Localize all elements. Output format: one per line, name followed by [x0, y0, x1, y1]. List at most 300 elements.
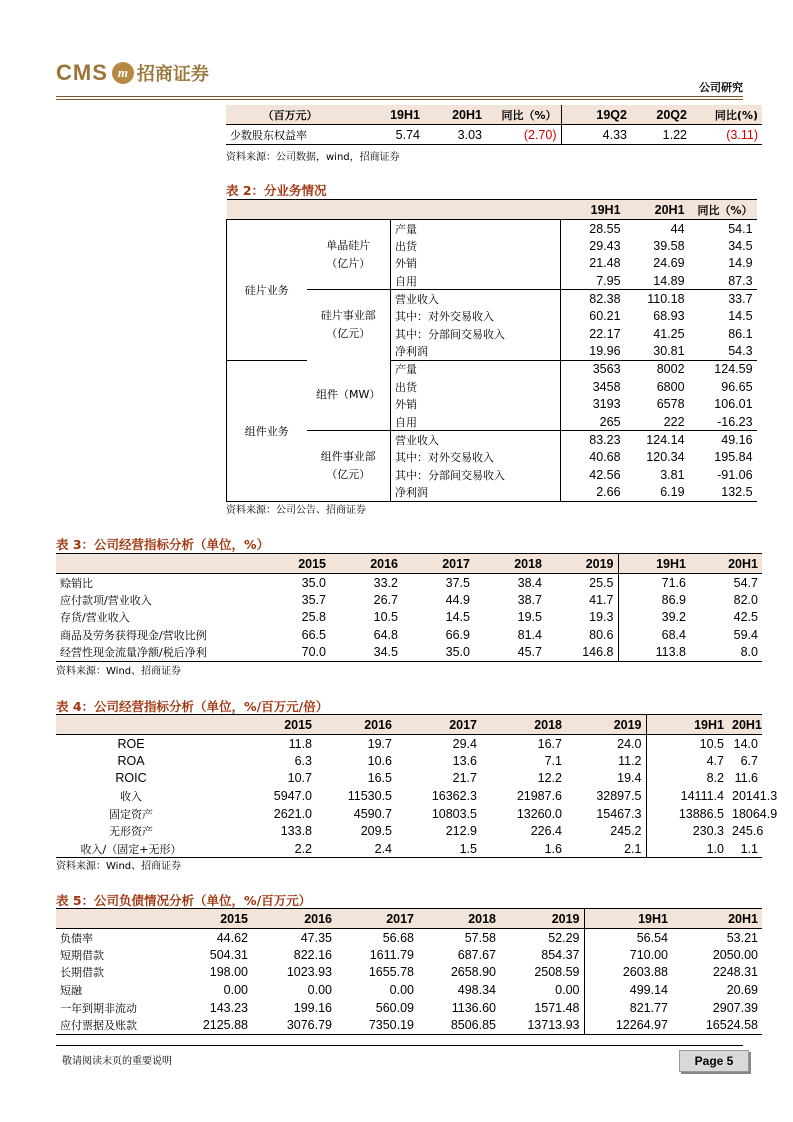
table-cell: 2125.88 — [202, 1018, 248, 1033]
table-cell: 16.7 — [537, 736, 562, 751]
table-cell: 2.2 — [294, 841, 312, 856]
table-cell: 8506.85 — [450, 1018, 496, 1033]
table-row — [56, 787, 762, 805]
table-cell: 45.7 — [517, 645, 542, 660]
table-cell: 1136.60 — [451, 1000, 496, 1015]
table-cell: 10.5 — [646, 735, 728, 753]
table-cell: 29.4 — [452, 736, 477, 751]
table-cell: 1.0 — [646, 840, 728, 858]
table-cell: 26.7 — [373, 592, 398, 607]
table-2-header — [227, 200, 757, 220]
table-cell: 106.01 — [714, 397, 753, 412]
table-cell: 3.81 — [660, 467, 685, 482]
t1-head: 同比（%） — [486, 105, 561, 125]
t1-cell: (3.11) — [726, 127, 758, 142]
table-cell: 68.93 — [653, 309, 685, 324]
t3-head: 2016 — [330, 554, 402, 574]
row-label: 赊销比 — [60, 576, 93, 590]
table-cell: 35.0 — [301, 575, 326, 590]
row-label: 负债率 — [60, 931, 93, 945]
table-cell: 66.5 — [301, 628, 326, 643]
table-row — [56, 644, 762, 662]
table-cell: 199.16 — [293, 1000, 332, 1015]
table-cell: 38.4 — [517, 575, 542, 590]
table-cell: 52.29 — [548, 930, 580, 945]
row-label: ROIC — [115, 771, 147, 786]
item-label: 其中：对外交易收入 — [391, 307, 561, 325]
t3-source: 资料来源：Wind、招商证券 — [56, 666, 182, 677]
table-cell: 87.3 — [728, 273, 753, 288]
t5-head: 2015 — [168, 909, 252, 929]
table-cell: 14.89 — [653, 273, 685, 288]
t1-cell: (2.70) — [523, 127, 557, 142]
table-cell: 44.62 — [216, 930, 248, 945]
table-cell: 209.5 — [360, 824, 392, 839]
table-cell: 15467.3 — [596, 806, 642, 821]
table-cell: 143.23 — [209, 1000, 248, 1015]
table-cell: 42.5 — [733, 610, 758, 625]
table-cell: 113.8 — [618, 644, 690, 662]
table-cell: 230.3 — [646, 822, 728, 840]
table-cell: 2907.39 — [712, 1000, 758, 1015]
t4-source: 资料来源：Wind、招商证券 — [56, 861, 182, 872]
table-row — [56, 574, 762, 592]
item-label: 其中：分部间交易收入 — [391, 466, 561, 484]
table-row — [227, 360, 757, 378]
table-cell: 11.6 — [734, 771, 758, 786]
row-label: 收入 — [120, 790, 142, 804]
group-label-line: 组件（MW） — [316, 388, 381, 402]
table-row — [227, 431, 757, 449]
row-label: 应付款项/营业收入 — [60, 593, 152, 607]
t5-head: 19H1 — [584, 909, 672, 929]
table-cell: 37.5 — [445, 575, 470, 590]
t1-head: 20H1 — [424, 105, 486, 125]
table-cell: 38.7 — [517, 592, 542, 607]
group-label-line: （亿片） — [326, 256, 371, 270]
table-5 — [56, 908, 762, 1035]
t1-label: 少数股东权益率 — [230, 128, 307, 142]
table-cell: 80.6 — [589, 628, 614, 643]
table-4 — [56, 714, 778, 858]
table-cell: 133.8 — [280, 824, 312, 839]
table-cell: 499.14 — [584, 981, 672, 999]
item-label: 净利润 — [391, 483, 561, 501]
table-cell: 710.00 — [584, 946, 672, 964]
table-cell: 28.55 — [561, 220, 625, 238]
t3-head: 2017 — [402, 554, 474, 574]
item-label: 产量 — [391, 220, 561, 238]
table-cell: 86.1 — [728, 326, 753, 341]
table-cell: 3076.79 — [286, 1018, 332, 1033]
table-cell: 245.6 — [732, 824, 764, 839]
table-cell: 19.96 — [561, 343, 625, 361]
t2-title: 表 2：分业务情况 — [226, 183, 327, 198]
segment-label: 组件业务 — [227, 360, 307, 501]
table-cell: 6.19 — [660, 484, 685, 499]
table-cell: 8.2 — [646, 770, 728, 788]
table-cell: 82.0 — [733, 592, 758, 607]
table-cell: 2621.0 — [273, 806, 312, 821]
table-cell: 39.2 — [618, 609, 690, 627]
table-cell: 13260.0 — [516, 806, 562, 821]
item-label: 出货 — [391, 237, 561, 255]
table-1-header — [226, 105, 762, 125]
t3-title: 表 3：公司经营指标分析（单位，%） — [56, 537, 270, 552]
item-label: 外销 — [391, 395, 561, 413]
table-cell: 124.14 — [625, 431, 689, 449]
table-cell: 29.43 — [561, 237, 625, 255]
table-cell: 1.5 — [459, 841, 477, 856]
t4-head: 2019 — [566, 715, 646, 735]
table-cell: 14.5 — [445, 610, 470, 625]
group-label-line: （亿元） — [326, 327, 371, 341]
table-cell: 66.9 — [445, 628, 470, 643]
t4-head: 2015 — [206, 715, 316, 735]
table-cell: -16.23 — [717, 414, 753, 429]
table-cell: 4590.7 — [353, 806, 392, 821]
group-label — [307, 360, 391, 430]
item-label: 自用 — [391, 272, 561, 290]
t1-head: 同比(%) — [691, 105, 762, 125]
table-cell: 7350.19 — [368, 1018, 414, 1033]
table-cell: 35.7 — [301, 592, 326, 607]
table-cell: 8.0 — [740, 645, 758, 660]
row-label: 短融 — [60, 984, 82, 998]
row-label: 收入/（固定+无形） — [80, 842, 182, 856]
table-cell: 6578 — [656, 397, 685, 412]
table-cell: 222 — [663, 414, 685, 429]
t5-head: 2017 — [336, 909, 418, 929]
row-label: 经营性现金流量净额/税后净利 — [60, 646, 207, 660]
table-cell: 11530.5 — [347, 789, 392, 804]
company-logo — [56, 60, 209, 86]
table-cell: 19.3 — [589, 610, 614, 625]
table-cell: 226.4 — [530, 824, 562, 839]
table-cell: 6.7 — [740, 753, 758, 768]
logo-badge: m — [112, 62, 134, 84]
table-cell: 40.68 — [561, 448, 625, 466]
page-number: Page 5 — [679, 1050, 749, 1072]
table-cell: 35.0 — [445, 645, 470, 660]
table-cell: 53.21 — [726, 930, 758, 945]
table-cell: 0.00 — [555, 983, 580, 998]
logo-latin: CMS — [56, 60, 108, 85]
table-cell: 34.5 — [728, 238, 753, 253]
table-row — [56, 981, 762, 999]
table-cell: 19.5 — [517, 610, 542, 625]
t5-title: 表 5：公司负债情况分析（单位，%/百万元） — [56, 893, 312, 908]
table-cell: 14111.4 — [646, 787, 728, 805]
row-label: 长期借款 — [60, 966, 104, 980]
table-cell: 12264.97 — [584, 1016, 672, 1034]
table-cell: 2508.59 — [534, 965, 580, 980]
group-label — [307, 220, 391, 290]
group-label-line: 单晶硅片 — [326, 238, 371, 252]
table-cell: 1.1 — [740, 841, 758, 856]
table-cell: 70.0 — [301, 645, 326, 660]
table-cell: 120.34 — [646, 450, 685, 465]
t1-head: （百万元） — [226, 105, 354, 125]
table-cell: 14.0 — [733, 736, 758, 751]
table-cell: 146.8 — [582, 645, 614, 660]
table-cell: 13886.5 — [646, 805, 728, 823]
table-cell: 49.16 — [689, 431, 757, 449]
table-cell: 86.9 — [618, 591, 690, 609]
table-cell: 7.95 — [561, 272, 625, 290]
table-3 — [56, 553, 762, 662]
table-cell: 71.6 — [618, 574, 690, 592]
table-cell: -91.06 — [717, 467, 753, 482]
item-label: 净利润 — [391, 343, 561, 361]
table-row — [56, 752, 762, 770]
table-cell: 3193 — [561, 395, 625, 413]
table-row — [226, 125, 762, 145]
table-cell: 16362.3 — [431, 789, 477, 804]
t4-head: 2018 — [481, 715, 566, 735]
table-cell: 32897.5 — [596, 789, 642, 804]
item-label: 外销 — [391, 255, 561, 273]
table-cell: 54.3 — [728, 344, 753, 359]
t1-source: 资料来源：公司数据，wind，招商证券 — [226, 152, 400, 163]
table-cell: 18064.9 — [732, 806, 778, 821]
table-cell: 21.7 — [452, 771, 477, 786]
table-cell: 21.48 — [561, 255, 625, 273]
t1-head: 19H1 — [354, 105, 424, 125]
table-cell: 8002 — [625, 360, 689, 378]
table-cell: 821.77 — [584, 999, 672, 1017]
table-cell: 13.6 — [452, 753, 477, 768]
table-cell: 0.00 — [307, 983, 332, 998]
table-cell: 2.66 — [561, 483, 625, 501]
table-row — [56, 805, 762, 823]
table-1 — [226, 105, 762, 145]
table-cell: 83.23 — [561, 431, 625, 449]
table-cell: 25.8 — [301, 610, 326, 625]
table-cell: 0.00 — [389, 983, 414, 998]
footer-note: 敬请阅读末页的重要说明 — [62, 1056, 172, 1067]
table-cell: 68.4 — [618, 626, 690, 644]
table-cell: 2050.00 — [712, 947, 758, 962]
table-cell: 11.8 — [288, 736, 312, 751]
group-label-line: 硅片事业部 — [320, 309, 376, 323]
row-label: ROA — [117, 753, 145, 768]
row-label: 存货/营业收入 — [60, 611, 130, 625]
t3-head: 20H1 — [690, 554, 762, 574]
table-cell: 41.25 — [653, 326, 685, 341]
t3-head: 2018 — [474, 554, 546, 574]
table-cell: 132.5 — [721, 484, 753, 499]
table-cell: 1611.79 — [369, 947, 414, 962]
table-cell: 2658.90 — [450, 965, 496, 980]
t4-head: 19H1 — [646, 715, 728, 735]
table-cell: 2.4 — [374, 841, 392, 856]
table-cell: 33.7 — [689, 290, 757, 308]
table-cell: 6800 — [656, 379, 685, 394]
table-row — [56, 999, 762, 1017]
table-cell: 124.59 — [689, 360, 757, 378]
table-row — [227, 220, 757, 238]
table-row — [56, 1016, 762, 1034]
t2-head: 20H1 — [625, 200, 689, 220]
table-row — [56, 946, 762, 964]
table-cell: 265 — [561, 413, 625, 431]
t5-head: 2016 — [252, 909, 336, 929]
table-cell: 44 — [670, 221, 685, 236]
row-label: 应付票据及账款 — [60, 1019, 137, 1033]
row-label: 商品及劳务获得现金/营收比例 — [60, 629, 207, 643]
table-row — [56, 929, 762, 947]
table-cell: 24.0 — [617, 736, 642, 751]
table-cell: 59.4 — [733, 628, 758, 643]
table-cell: 5947.0 — [273, 789, 312, 804]
table-cell: 110.18 — [625, 290, 689, 308]
table-cell: 10.7 — [287, 771, 312, 786]
table-cell: 4.7 — [646, 752, 728, 770]
table-cell: 3458 — [561, 378, 625, 396]
logo-chinese: 招商证券 — [136, 64, 209, 85]
table-cell: 245.2 — [610, 824, 642, 839]
table-5-header — [56, 909, 762, 929]
row-label: ROE — [117, 736, 145, 751]
table-cell: 1023.93 — [286, 965, 332, 980]
t5-head: 2019 — [500, 909, 584, 929]
table-row — [227, 290, 757, 308]
table-cell: 54.7 — [733, 575, 758, 590]
table-cell: 1655.78 — [368, 965, 414, 980]
table-cell: 11.2 — [618, 753, 642, 768]
group-label-line: 组件事业部 — [320, 449, 376, 463]
t3-head: 2019 — [546, 554, 618, 574]
item-label: 其中：对外交易收入 — [391, 448, 561, 466]
table-cell: 64.8 — [373, 628, 398, 643]
t5-head: 20H1 — [672, 909, 762, 929]
table-cell: 16.5 — [367, 771, 392, 786]
table-2 — [226, 199, 757, 502]
t2-head: 19H1 — [561, 200, 625, 220]
table-row — [56, 626, 762, 644]
row-label: 固定资产 — [109, 807, 153, 821]
table-row — [56, 609, 762, 627]
table-cell: 57.58 — [464, 930, 496, 945]
table-row — [56, 591, 762, 609]
t3-head: 2015 — [262, 554, 330, 574]
table-cell: 195.84 — [714, 450, 753, 465]
table-cell: 854.37 — [541, 947, 580, 962]
t1-cell: 5.74 — [395, 127, 420, 142]
table-cell: 0.00 — [223, 983, 248, 998]
t1-head: 19Q2 — [561, 105, 631, 125]
t4-head: 2017 — [396, 715, 481, 735]
table-cell: 47.35 — [300, 930, 332, 945]
table-cell: 2603.88 — [584, 964, 672, 982]
t2-source: 资料来源：公司公告、招商证券 — [226, 505, 366, 516]
row-label: 一年到期非流动 — [60, 1001, 137, 1015]
item-label: 营业收入 — [391, 290, 561, 308]
table-cell: 560.09 — [375, 1000, 414, 1015]
table-cell: 198.00 — [209, 965, 248, 980]
t4-title: 表 4：公司经营指标分析（单位，%/百万元/倍） — [56, 699, 329, 714]
table-cell: 20141.3 — [732, 789, 778, 804]
table-cell: 19.4 — [617, 771, 642, 786]
segment-label: 硅片业务 — [227, 220, 307, 361]
table-cell: 822.16 — [293, 947, 332, 962]
table-cell: 687.67 — [457, 947, 496, 962]
table-cell: 3563 — [561, 360, 625, 378]
table-cell: 2.1 — [624, 841, 642, 856]
t4-head: 2016 — [316, 715, 396, 735]
row-label: 无形资产 — [109, 825, 153, 839]
item-label: 出货 — [391, 378, 561, 396]
table-cell: 1571.48 — [534, 1000, 580, 1015]
t1-cell: 4.33 — [561, 125, 631, 145]
table-cell: 7.1 — [544, 753, 562, 768]
table-cell: 96.65 — [721, 379, 753, 394]
table-cell: 16524.58 — [705, 1018, 758, 1033]
t5-head: 2018 — [418, 909, 500, 929]
table-cell: 44.9 — [445, 592, 470, 607]
table-cell: 33.2 — [373, 575, 398, 590]
item-label: 自用 — [391, 413, 561, 431]
table-cell: 81.4 — [517, 628, 542, 643]
section-label: 公司研究 — [699, 81, 743, 94]
table-cell: 21987.6 — [516, 789, 562, 804]
table-cell: 22.17 — [561, 325, 625, 343]
table-cell: 14.5 — [728, 309, 753, 324]
row-label: 短期借款 — [60, 948, 104, 962]
table-4-header — [56, 715, 762, 735]
group-label — [307, 431, 391, 501]
table-cell: 60.21 — [561, 307, 625, 325]
table-cell: 212.9 — [445, 824, 477, 839]
table-cell: 498.34 — [457, 983, 496, 998]
table-cell: 12.2 — [537, 771, 562, 786]
table-cell: 10803.5 — [431, 806, 477, 821]
table-cell: 39.58 — [653, 238, 685, 253]
table-cell: 56.68 — [382, 930, 414, 945]
group-label-line: （亿元） — [326, 467, 371, 481]
t1-cell: 3.03 — [457, 127, 482, 142]
header-divider-2 — [56, 99, 743, 100]
table-cell: 24.69 — [653, 256, 685, 271]
table-cell: 504.31 — [209, 947, 248, 962]
table-cell: 54.1 — [728, 221, 753, 236]
footer-divider — [56, 1045, 743, 1046]
table-cell: 14.9 — [728, 256, 753, 271]
table-cell: 56.54 — [584, 929, 672, 947]
t1-cell: 1.22 — [662, 127, 687, 142]
t1-head: 20Q2 — [631, 105, 691, 125]
table-cell: 34.5 — [373, 645, 398, 660]
table-cell: 13713.93 — [527, 1018, 580, 1033]
item-label: 营业收入 — [391, 431, 561, 449]
table-cell: 10.6 — [367, 753, 392, 768]
table-cell: 10.5 — [373, 610, 398, 625]
table-cell: 19.7 — [367, 736, 392, 751]
item-label: 产量 — [391, 360, 561, 378]
t4-head: 20H1 — [728, 715, 762, 735]
table-row — [56, 822, 762, 840]
t2-head: 同比（%） — [689, 200, 757, 220]
table-cell: 82.38 — [561, 290, 625, 308]
table-cell: 2248.31 — [712, 965, 758, 980]
table-cell: 42.56 — [561, 466, 625, 484]
table-row — [56, 964, 762, 982]
table-cell: 20.69 — [726, 983, 758, 998]
table-3-header — [56, 554, 762, 574]
group-label — [307, 290, 391, 360]
table-cell: 1.6 — [544, 841, 562, 856]
